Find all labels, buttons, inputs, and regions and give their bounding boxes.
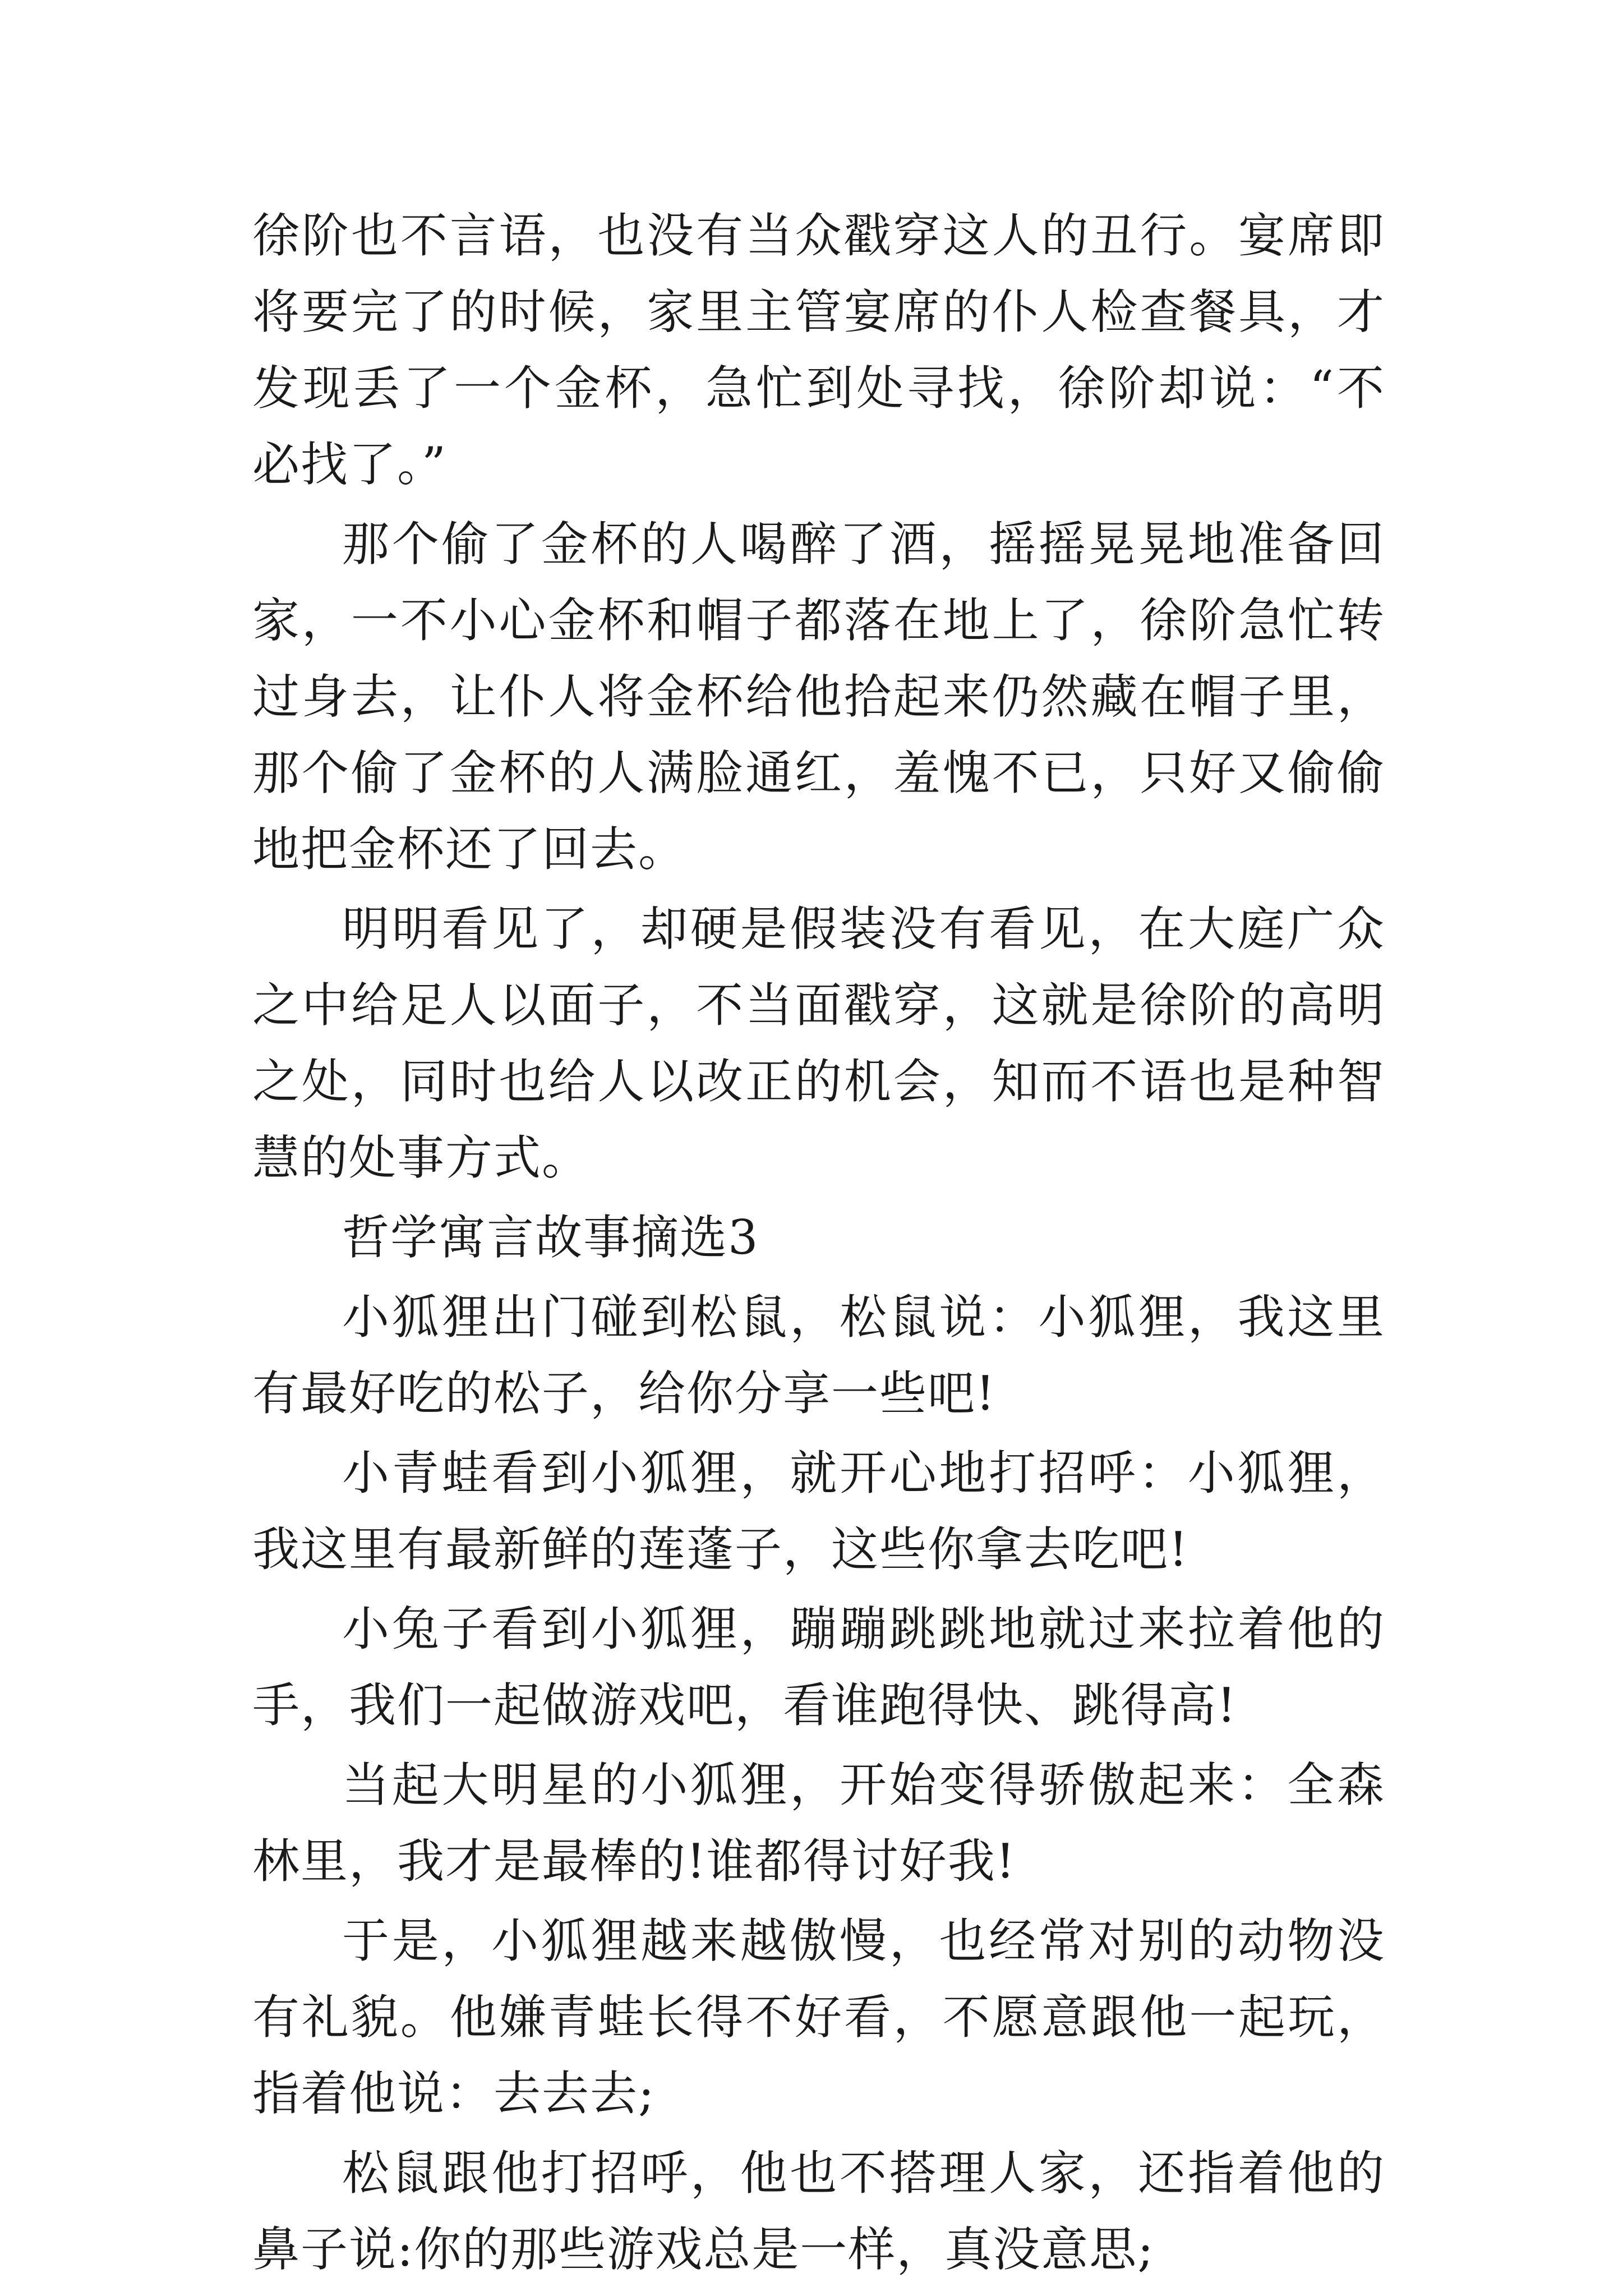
paragraph-fox-rude: 松鼠跟他打招呼，他也不搭理人家，还指着他的鼻子说:你的那些游戏总是一样，真没意思; — [252, 2146, 1385, 2277]
paragraph-rabbit: 小兔子看到小狐狸，蹦蹦跳跳地就过来拉着他的手，我们一起做游戏吧，看谁跑得快、跳得高! — [252, 1602, 1385, 1733]
paragraph-moral-xu-jie: 明明看见了，却硬是假装没有看见，在大庭广众之中给足人以面子，不当面戳穿，这就是徐阶的高明之处，同时也给人以改正的机会，知而不语也是种智慧的处事方式。 — [252, 901, 1385, 1185]
paragraph-fox-arrogant: 于是，小狐狸越来越傲慢，也经常对别的动物没有礼貌。他嫌青蛙长得不好看，不愿意跟他一起玩，指着他说：去去去; — [252, 1913, 1385, 2121]
paragraph-xu-jie-continued: 徐阶也不言语，也没有当众戳穿这人的丑行。宴席即将要完了的时候，家里主管宴席的仆人检查餐具，才发现丢了一个金杯，急忙到处寻找，徐阶却说：“不必找了。” — [252, 208, 1385, 492]
paragraph-squirrel: 小狐狸出门碰到松鼠，松鼠说：小狐狸，我这里有最好吃的松子，给你分享一些吧! — [252, 1290, 1385, 1421]
section-heading: 哲学寓言故事摘选3 — [342, 1210, 759, 1265]
paragraph-fox-proud: 当起大明星的小狐狸，开始变得骄傲起来：全森林里，我才是最棒的!谁都得讨好我! — [252, 1757, 1385, 1889]
paragraph-frog: 小青蛙看到小狐狸，就开心地打招呼：小狐狸，我这里有最新鲜的莲蓬子，这些你拿去吃吧! — [252, 1446, 1385, 1577]
body-text — [252, 197, 1385, 2291]
paragraph-golden-cup-drunk: 那个偷了金杯的人喝醉了酒，摇摇晃晃地准备回家，一不小心金杯和帽子都落在地上了，徐阶急忙转过身去，让仆人将金杯给他拾起来仍然藏在帽子里，那个偷了金杯的人满脸通红，羞愧不已，只好又偷偷地把金杯还了回去。 — [252, 517, 1385, 877]
